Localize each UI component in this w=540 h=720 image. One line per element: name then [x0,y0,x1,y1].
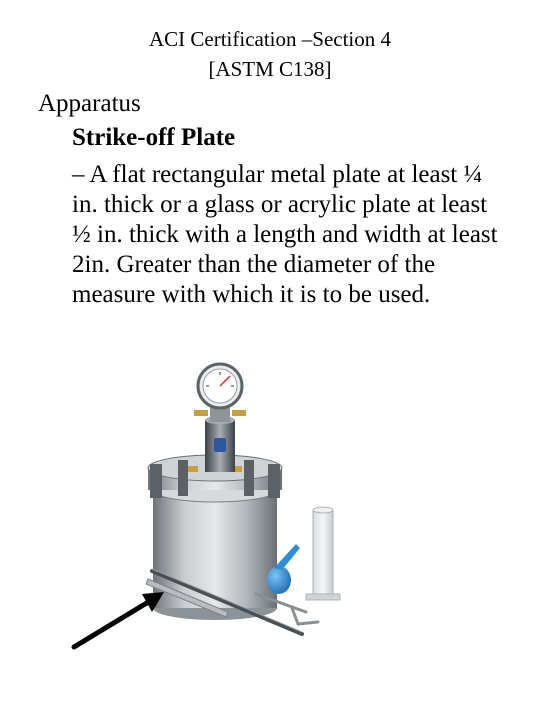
slide-title-line1: ACI Certification –Section 4 [148,27,392,51]
section-heading: Apparatus [38,90,141,117]
item-heading: Strike-off Plate [72,124,236,151]
item-description: – A flat rectangular metal plate at least ¼ in. thick or a glass or acrylic plate at least ½ in. thick with a length and width at least 2in. Greater than the diameter of the measure with which it is to be used. [72,161,498,308]
air-meter-illustration [148,364,282,620]
slide-title-line2: [ASTM C138] [208,57,332,81]
graduated-cylinder-illustration [306,507,340,600]
apparatus-photo [60,360,480,690]
pointer-arrow [74,592,164,647]
